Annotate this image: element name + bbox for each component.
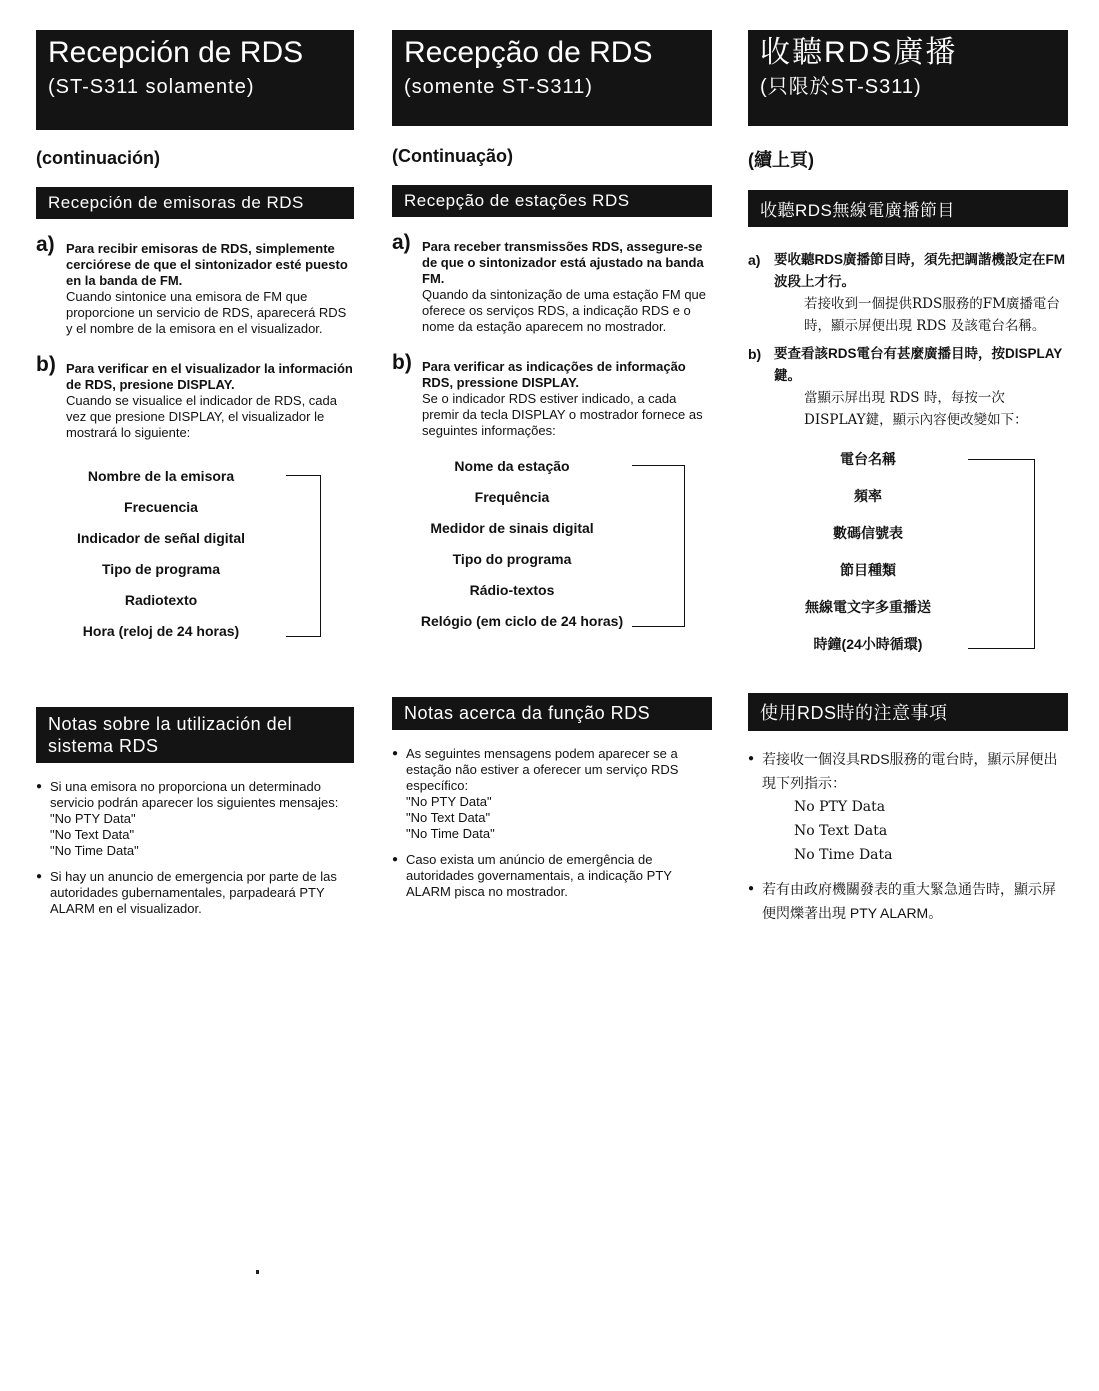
step-a bbox=[392, 231, 712, 335]
cycle-loop-line bbox=[968, 459, 1035, 649]
step-b bbox=[36, 353, 354, 441]
note-text: As seguintes mensagens podem aparecer se a estação não estiver a oferecer um serviço RDS específico: bbox=[406, 746, 679, 793]
page-title: 收聽RDS廣播 bbox=[760, 36, 958, 69]
flow-item: Hora (reloj de 24 horas) bbox=[82, 623, 240, 639]
note-text: 若接收一個沒具RDS服務的電台時，顯示屏便出現下列指示： bbox=[762, 751, 1058, 791]
step-instruction: Para recibir emisoras de RDS, simplemente cerciórese de que el sintonizador esté puesto en la banda de FM. bbox=[66, 241, 348, 288]
flow-item: 電台名稱 bbox=[840, 451, 896, 467]
step-letter: a) bbox=[748, 252, 761, 268]
column-portuguese bbox=[392, 30, 712, 910]
note-item bbox=[392, 852, 712, 900]
note-item bbox=[36, 779, 354, 859]
notes-section bbox=[36, 707, 354, 917]
title-box bbox=[36, 30, 354, 130]
flow-item: Indicador de señal digital bbox=[76, 530, 246, 546]
flow-item: Tipo de programa bbox=[102, 561, 220, 577]
note-item bbox=[748, 747, 1068, 867]
note-item bbox=[36, 869, 354, 917]
page-subtitle: (只限於ST-S311) bbox=[760, 76, 922, 98]
column-spanish bbox=[36, 30, 354, 927]
cycle-loop-line bbox=[632, 465, 685, 627]
step-letter: b) bbox=[748, 346, 762, 362]
step-b bbox=[392, 351, 712, 439]
note-text: 若有由政府機關發表的重大緊急通告時，顯示屏便閃爍著出現 PTY ALARM。 bbox=[762, 881, 1056, 921]
flow-item: 時鐘(24小時循環) bbox=[813, 636, 923, 652]
step-instruction: Para verificar en el visualizador la información de RDS, presione DISPLAY. bbox=[66, 361, 353, 392]
message-line: "No Time Data" bbox=[406, 826, 495, 841]
message-line: No Time Data bbox=[794, 847, 893, 863]
flow-item: 數碼信號表 bbox=[833, 525, 903, 541]
section-heading-reception: Recepción de emisoras de RDS bbox=[36, 187, 354, 219]
flow-item: Tipo do programa bbox=[452, 551, 572, 567]
step-letter: b) bbox=[392, 351, 412, 374]
scan-speck bbox=[256, 1270, 259, 1274]
flow-item: Frecuencia bbox=[124, 499, 198, 515]
flow-item: Rádio-textos bbox=[469, 582, 555, 598]
title-box bbox=[392, 30, 712, 126]
step-description: Cuando sintonice una emisora de FM que proporcione un servicio de RDS, aparecerá RDS y el nombre de la emisora en el visualizador. bbox=[66, 289, 347, 336]
continued-label: (continuación) bbox=[36, 148, 160, 168]
step-letter: a) bbox=[392, 231, 411, 254]
display-cycle-diagram bbox=[748, 441, 1048, 663]
cycle-loop-line bbox=[286, 475, 321, 637]
note-item bbox=[748, 877, 1068, 925]
section-heading-reception: Recepção de estações RDS bbox=[392, 185, 712, 217]
flow-item: Frequência bbox=[474, 489, 550, 505]
message-line: No Text Data bbox=[794, 823, 888, 839]
message-line: "No Text Data" bbox=[406, 810, 491, 825]
page-subtitle: (ST-S311 solamente) bbox=[48, 76, 255, 98]
note-text: Caso exista um anúncio de emergência de autoridades governamentais, a indicação PTY ALARM pisca no mostrador. bbox=[406, 852, 672, 899]
note-text: Si una emisora no proporciona un determinado servicio podrán aparecer los siguientes mensajes: bbox=[50, 779, 339, 810]
message-line: "No Text Data" bbox=[50, 827, 135, 842]
note-text: Si hay un anuncio de emergencia por parte de las autoridades gubernamentales, parpadeará PTY ALARM en el visualizador. bbox=[50, 869, 337, 916]
message-line: "No PTY Data" bbox=[406, 794, 492, 809]
continued-label: (續上頁) bbox=[748, 150, 814, 170]
step-letter: a) bbox=[36, 233, 55, 256]
notes-list bbox=[392, 746, 712, 900]
step-a bbox=[36, 233, 354, 337]
flow-item: 節目種類 bbox=[840, 562, 896, 578]
step-letter: b) bbox=[36, 353, 56, 376]
message-line: No PTY Data bbox=[794, 799, 886, 815]
continued-label: (Continuação) bbox=[392, 146, 513, 166]
step-description: Cuando se visualice el indicador de RDS, cada vez que presione DISPLAY, el visualizador le mostrará lo siguiente: bbox=[66, 393, 337, 440]
column-chinese bbox=[748, 30, 1068, 935]
step-instruction: 要查看該RDS電台有甚麼廣播目時，按DISPLAY 鍵。 bbox=[774, 346, 1063, 383]
title-box bbox=[748, 30, 1068, 126]
section-heading-notes: Notas acerca da função RDS bbox=[392, 697, 712, 730]
section-heading-notes: Notas sobre la utilización del sistema RDS bbox=[36, 707, 354, 763]
step-description: 當顯示屏出現 RDS 時，每按一次 DISPLAY鍵，顯示內容便改變如下： bbox=[804, 390, 1028, 428]
step-description: Se o indicador RDS estiver indicado, a cada premir da tecla DISPLAY o mostrador fornece as seguintes informações: bbox=[422, 391, 703, 438]
step-a bbox=[748, 249, 1068, 337]
page-title: Recepção de RDS bbox=[404, 36, 653, 69]
notes-section bbox=[748, 693, 1068, 925]
message-line: "No Time Data" bbox=[50, 843, 139, 858]
step-instruction: Para receber transmissões RDS, assegure-se de que o sintonizador está ajustado na banda FM. bbox=[422, 239, 704, 286]
notes-section bbox=[392, 697, 712, 900]
page-subtitle: (somente ST-S311) bbox=[404, 76, 593, 98]
step-instruction: Para verificar as indicações de informação RDS, pressione DISPLAY. bbox=[422, 359, 686, 390]
flow-item: 頻率 bbox=[854, 488, 882, 504]
display-cycle-diagram bbox=[392, 451, 692, 637]
section-heading-reception: 收聽RDS無線電廣播節目 bbox=[748, 190, 1068, 227]
display-cycle-diagram bbox=[36, 461, 336, 647]
step-b bbox=[748, 343, 1068, 431]
step-description: Quando da sintonização de uma estação FM que oferece os serviços RDS, a indicação RDS e o nome da estação aparecem no mostrador. bbox=[422, 287, 707, 334]
flow-item: Radiotexto bbox=[124, 592, 198, 608]
flow-item: 無線電文字多重播送 bbox=[805, 599, 931, 615]
note-item bbox=[392, 746, 712, 842]
flow-item: Nombre de la emisora bbox=[87, 468, 235, 484]
flow-item: Relógio (em ciclo de 24 horas) bbox=[420, 613, 624, 629]
section-heading-notes: 使用RDS時的注意事項 bbox=[748, 693, 1068, 731]
message-line: "No PTY Data" bbox=[50, 811, 136, 826]
step-description: 若接收到一個提供RDS服務的FM廣播電台時，顯示屏便出現 RDS 及該電台名稱。 bbox=[804, 296, 1060, 334]
flow-item: Medidor de sinais digital bbox=[430, 520, 594, 536]
notes-list bbox=[748, 747, 1068, 925]
notes-list bbox=[36, 779, 354, 917]
step-instruction: 要收聽RDS廣播節目時，須先把調諧機設定在FM波段上才行。 bbox=[774, 252, 1065, 289]
page-title: Recepción de RDS bbox=[48, 36, 304, 69]
flow-item: Nome da estação bbox=[454, 458, 570, 474]
